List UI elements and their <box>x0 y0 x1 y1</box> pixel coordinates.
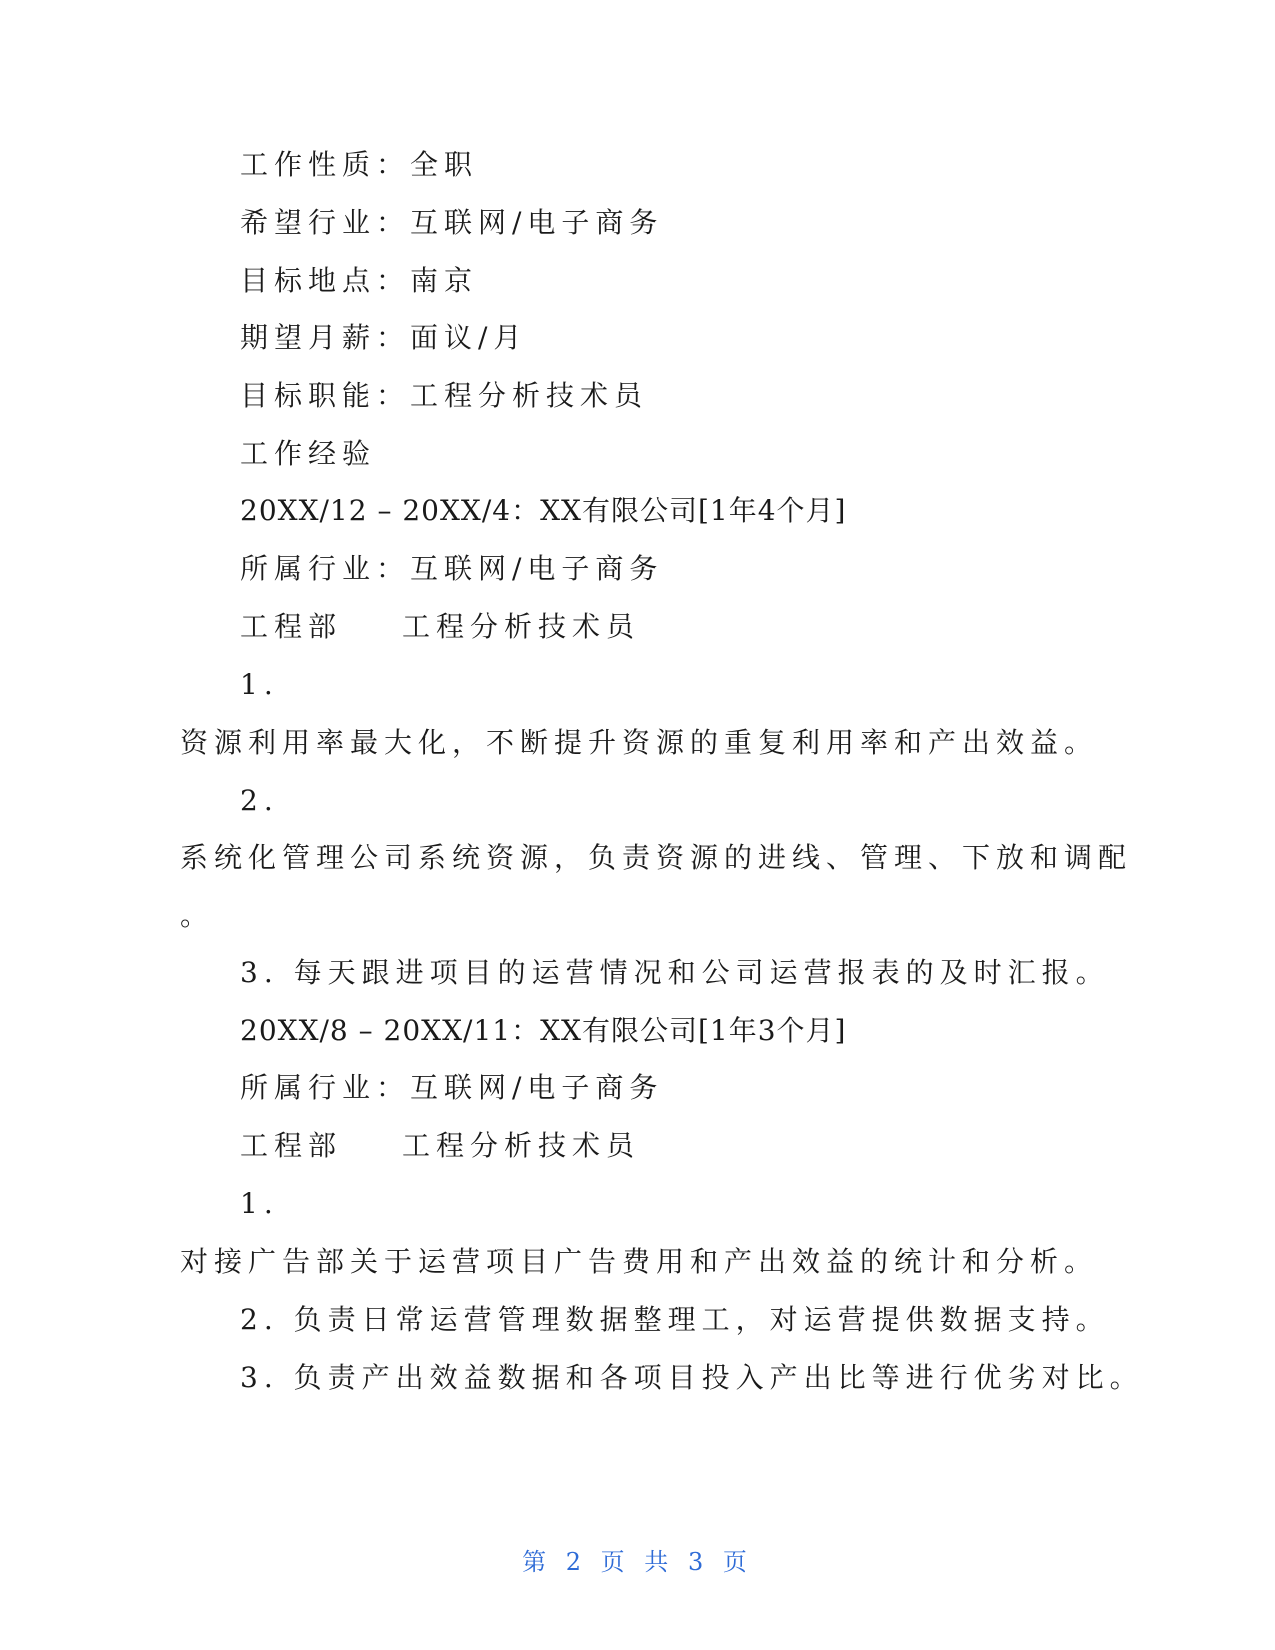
list-item-text: 资源利用率最大化，不断提升资源的重复利用率和产出效益。 <box>180 726 1099 759</box>
list-item-number: 1. <box>240 668 279 701</box>
job-dept: 工程部 <box>240 610 343 643</box>
job-dept: 工程部 <box>240 1129 343 1162</box>
experience-heading: 工作经验 <box>240 437 377 470</box>
list-item-text-continuation: 。 <box>180 899 215 932</box>
job-industry: 所属行业：互联网/电子商务 <box>240 552 664 585</box>
job-industry: 所属行业：互联网/电子商务 <box>240 1071 664 1104</box>
job-period: 20XX/8 – 20XX/11：XX有限公司[1年3个月] <box>240 1014 847 1047</box>
industry-preference-line: 希望行业：互联网/电子商务 <box>240 206 664 239</box>
job-period: 20XX/12 – 20XX/4：XX有限公司[1年4个月] <box>240 494 847 527</box>
list-item: 3. 负责产出效益数据和各项目投入产出比等进行优劣对比。 <box>240 1361 1144 1394</box>
job-dept-title <box>240 1128 640 1164</box>
job-dept-title <box>240 609 640 645</box>
list-item-text: 系统化管理公司系统资源，负责资源的进线、管理、下放和调配 <box>180 841 1133 874</box>
list-item-number: 2. <box>240 784 279 817</box>
target-function-line: 目标职能：工程分析技术员 <box>240 379 649 412</box>
list-item: 2. 负责日常运营管理数据整理工，对运营提供数据支持。 <box>240 1303 1110 1336</box>
list-item-text: 对接广告部关于运营项目广告费用和产出效益的统计和分析。 <box>180 1245 1099 1278</box>
target-location-line: 目标地点：南京 <box>240 264 479 297</box>
list-item-number: 1. <box>240 1187 279 1220</box>
page-number-footer: 第 2 页 共 3 页 <box>522 1548 753 1576</box>
job-title: 工程分析技术员 <box>402 610 641 643</box>
expected-salary-line: 期望月薪：面议/月 <box>240 321 528 354</box>
list-item: 3. 每天跟进项目的运营情况和公司运营报表的及时汇报。 <box>240 956 1110 989</box>
job-title: 工程分析技术员 <box>402 1129 641 1162</box>
work-nature-line: 工作性质：全职 <box>240 148 479 181</box>
